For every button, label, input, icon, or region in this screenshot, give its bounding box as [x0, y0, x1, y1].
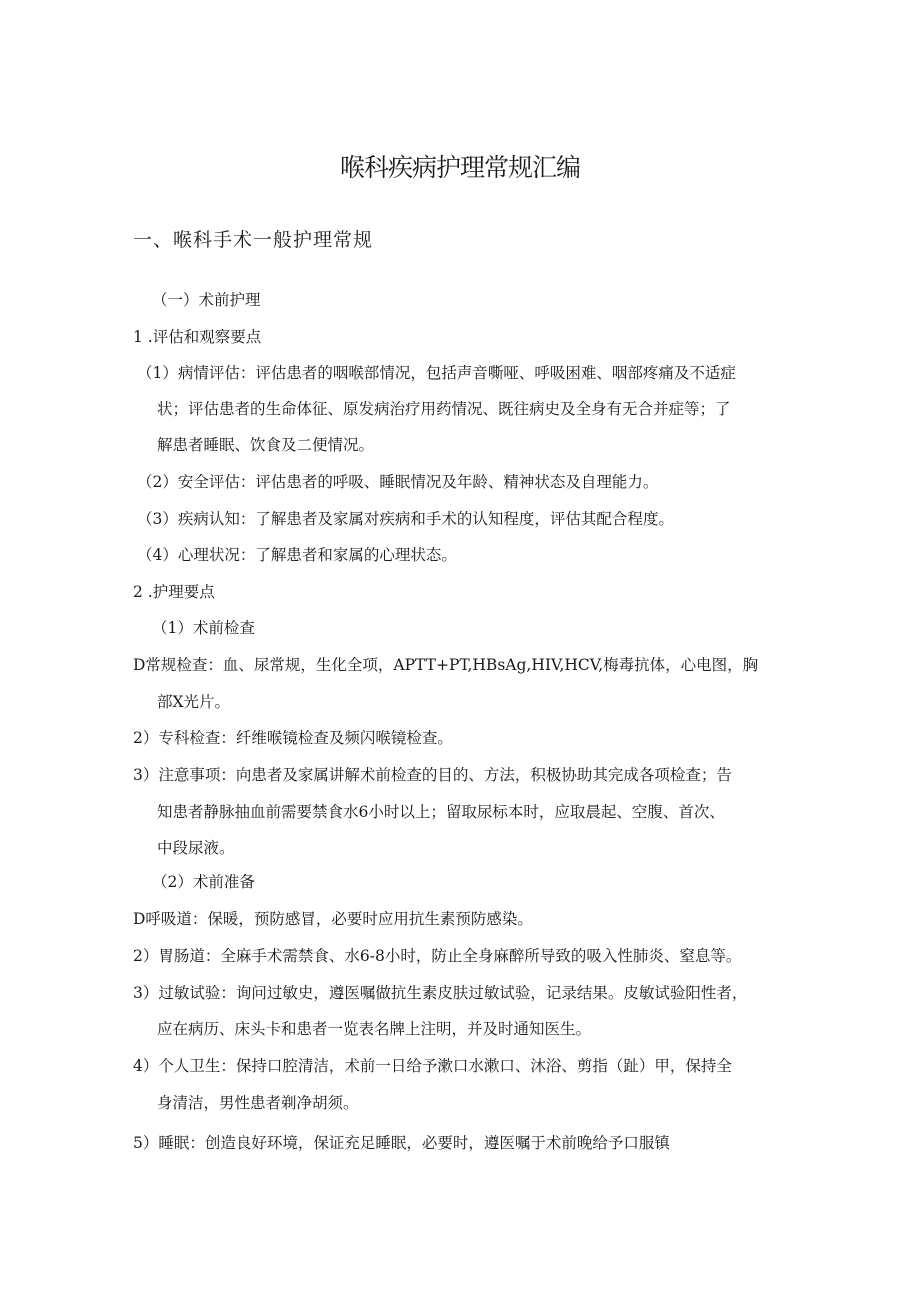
text-line: 部X光片。	[157, 693, 231, 711]
text-line: （3）疾病认知：了解患者及家属对疾病和手术的认知程度，评估其配合程度。	[137, 510, 674, 528]
text-line: 2）胃肠道：全麻手术需禁食、水6-8小时，防止全身麻醉所导致的吸入性肺炎、窒息等。	[133, 947, 742, 965]
text-line: 4）个人卫生：保持口腔清洁，术前一日给予漱口水漱口、沐浴、剪指（趾）甲，保持全	[133, 1057, 732, 1075]
text-line: 解患者睡眠、饮食及二便情况。	[157, 436, 375, 454]
text-line: D常规检查：血、尿常规，生化全项，APTT+PT,HBsAg,HIV,HCV,梅毒抗体，心电图，胸	[133, 656, 759, 674]
text-line: 3）过敏试验：询问过敏史，遵医嘱做抗生素皮肤过敏试验，记录结果。皮敏试验阳性者，	[133, 984, 748, 1002]
heading-nursing-points: 2 .护理要点	[133, 583, 215, 601]
text-line: D呼吸道：保暖，预防感冒，必要时应用抗生素预防感染。	[133, 910, 533, 928]
text-line: 状；评估患者的生命体征、原发病治疗用药情况、既往病史及全身有无合并症等；了	[157, 400, 731, 418]
section-heading: 一、喉科手术一般护理常规	[133, 229, 374, 251]
text-line: （4）心理状况：了解患者和家属的心理状态。	[137, 546, 457, 564]
text-line: 中段尿液。	[157, 839, 235, 857]
subheading-preop-prep: （2）术前准备	[152, 873, 255, 891]
text-line: （1）病情评估：评估患者的咽喉部情况，包括声音嘶哑、呼吸困难、咽部疼痛及不适症	[137, 364, 736, 382]
text-line: 5）睡眠：创造良好环境，保证充足睡眠，必要时，遵医嘱于术前晚给予口服镇	[133, 1134, 670, 1152]
page-title: 喉科疾病护理常规汇编	[339, 153, 580, 182]
text-line: 2）专科检查：纤维喉镜检查及频闪喉镜检查。	[133, 729, 453, 747]
text-line: （2）安全评估：评估患者的呼吸、睡眠情况及年龄、精神状态及自理能力。	[137, 473, 659, 491]
subsection-preop-care: （一）术前护理	[152, 291, 261, 309]
text-line: 3）注意事项：向患者及家属讲解术前检查的目的、方法，积极协助其完成各项检查；告	[133, 766, 732, 784]
subheading-preop-exam: （1）术前检查	[152, 619, 255, 637]
text-line: 身清洁，男性患者剃净胡须。	[157, 1094, 359, 1112]
text-line: 应在病历、床头卡和患者一览表名牌上注明，并及时通知医生。	[157, 1020, 592, 1038]
text-line: 知患者静脉抽血前需要禁食水6小时以上；留取尿标本时，应取晨起、空腹、首次、	[157, 803, 725, 821]
heading-assessment-points: 1 .评估和观察要点	[133, 328, 262, 346]
